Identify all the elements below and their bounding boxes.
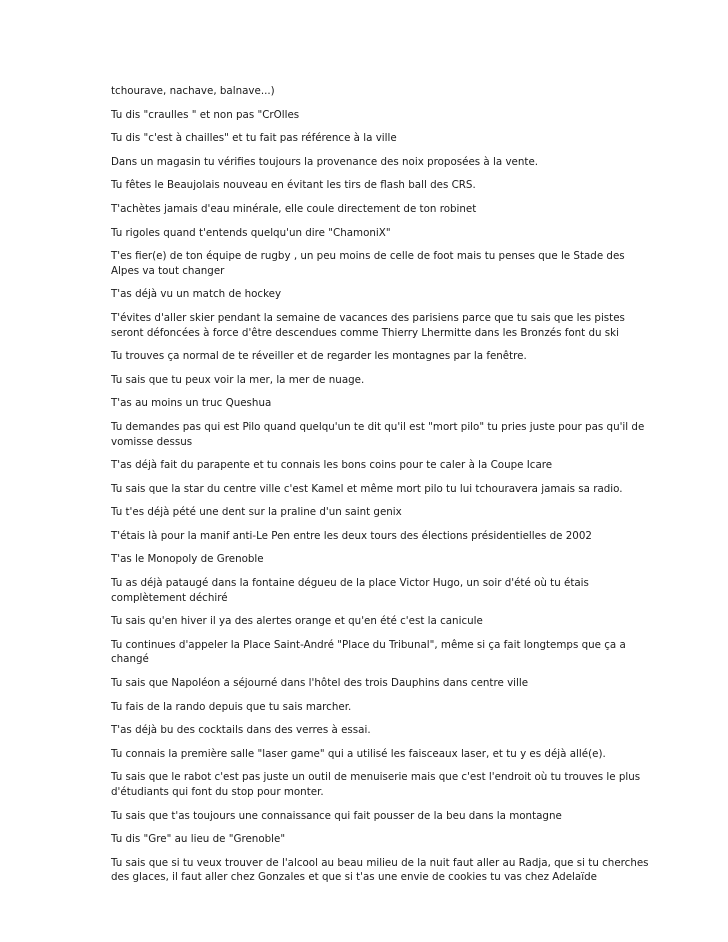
paragraph: T'es fier(e) de ton équipe de rugby , un peu moins de celle de foot mais tu penses que le Stade des Alpes va tout changer [111, 250, 625, 277]
paragraph: Dans un magasin tu vérifies toujours la provenance des noix proposées à la vente. [111, 155, 539, 168]
paragraph: Tu fêtes le Beaujolais nouveau en évitant les tirs de flash ball des CRS. [111, 179, 476, 192]
paragraph: Tu continues d'appeler la Place Saint-André "Place du Tribunal", même si ça fait longtemps que ça a changé [111, 638, 626, 666]
paragraph: Tu dis "c'est à chailles" et tu fait pas référence à la ville [111, 132, 397, 145]
paragraph: Tu sais que t'as toujours une connaissance qui fait pousser de la beu dans la montagne [111, 809, 562, 822]
paragraph: Tu sais que la star du centre ville c'est Kamel et même mort pilo tu lui tchouravera jamais sa radio. [111, 482, 623, 495]
paragraph: Tu sais que le rabot c'est pas juste un outil de menuiserie mais que c'est l'endroit où tu trouves le plus d'étudiants qui font du stop pour monter. [111, 771, 641, 798]
paragraph: Tu sais que tu peux voir la mer, la mer de nuage. [111, 373, 365, 386]
paragraph: T'as déjà vu un match de hockey [111, 288, 282, 301]
paragraph: T'as déjà fait du parapente et tu connais les bons coins pour te caler à la Coupe Icare [111, 459, 553, 472]
paragraph: Tu fais de la rando depuis que tu sais marcher. [111, 700, 352, 713]
paragraph: T'évites d'aller skier pendant la semaine de vacances des parisiens parce que tu sais que les pistes seront défoncées à force d'être descendues comme Thierry Lhermitte dans les Bronzés font du ski [111, 311, 625, 339]
paragraph: T'achètes jamais d'eau minérale, elle coule directement de ton robinet [111, 202, 477, 215]
document-body [111, 84, 651, 894]
paragraph: Tu dis "Gre" au lieu de "Grenoble" [111, 833, 286, 846]
paragraph: Tu connais la première salle "laser game" qui a utilisé les faisceaux laser, et tu y es déjà allé(e). [111, 747, 606, 760]
paragraph: Tu rigoles quand t'entends quelqu'un dire "ChamoniX" [111, 226, 391, 239]
paragraph: T'as le Monopoly de Grenoble [111, 553, 264, 566]
paragraph: Tu sais que Napoléon a séjourné dans l'hôtel des trois Dauphins dans centre ville [111, 677, 529, 690]
paragraph: T'étais là pour la manif anti-Le Pen entre les deux tours des élections présidentielles de 2002 [111, 529, 592, 542]
paragraph: Tu t'es déjà pété une dent sur la praline d'un saint genix [111, 506, 402, 519]
paragraph: Tu sais qu'en hiver il ya des alertes orange et qu'en été c'est la canicule [111, 615, 483, 628]
paragraph: Tu sais que si tu veux trouver de l'alcool au beau milieu de la nuit faut aller au Radja, que si tu cherches des glaces, il faut aller chez Gonzales et que si t'as une envie de cookies tu vas chez Adelaïde [111, 856, 649, 884]
paragraph: T'as déjà bu des cocktails dans des verres à essai. [111, 724, 371, 737]
paragraph: tchourave, nachave, balnave...) [111, 85, 275, 97]
paragraph: T'as au moins un truc Queshua [111, 397, 272, 410]
paragraph: Tu as déjà pataugé dans la fontaine dégueu de la place Victor Hugo, un soir d'été où tu étais complètement déchiré [111, 577, 589, 604]
paragraph: Tu demandes pas qui est Pilo quand quelqu'un te dit qu'il est "mort pilo" tu pries juste pour pas qu'il de vomisse dessus [111, 420, 645, 448]
paragraph: Tu dis "craulles " et non pas "CrOlles [111, 108, 300, 121]
paragraph: Tu trouves ça normal de te réveiller et de regarder les montagnes par la fenêtre. [111, 350, 527, 363]
